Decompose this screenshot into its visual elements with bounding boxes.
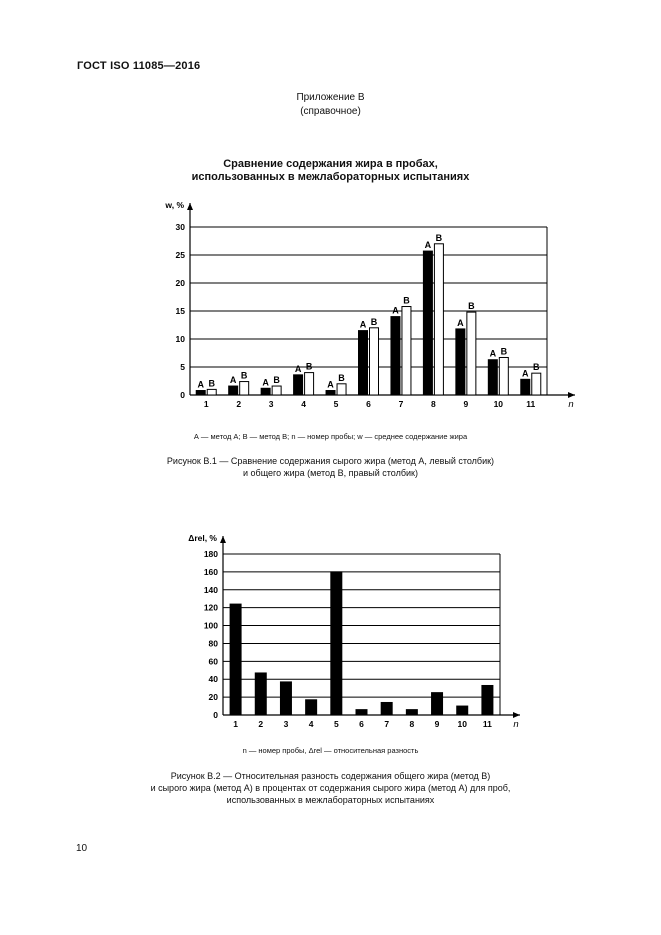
chart1-bar-label: А [294, 363, 302, 374]
chart2-x-tick-label: 11 [482, 719, 492, 729]
chart2-x-axis-label: n [513, 719, 519, 730]
chart2-bar [457, 706, 468, 715]
chart2-bar [381, 702, 392, 715]
chart1-y-tick-label: 30 [175, 222, 185, 232]
chart-fat-content [150, 200, 590, 420]
chart2-x-axis-arrow [513, 712, 520, 718]
figure2-legend: n — номер пробы, Δrel — относительная разность [242, 746, 419, 755]
chart1-x-tick-label: 10 [493, 399, 504, 409]
chart1-x-tick-label: 11 [526, 399, 536, 409]
figure1-caption-line1: Рисунок В.1 — Сравнение содержания сырого жира (метод А, левый столбик) [166, 456, 495, 466]
chart1-bar [467, 312, 476, 395]
chart1-x-tick-label: 6 [366, 399, 371, 409]
chart2-bar [406, 710, 417, 715]
chart2-y-axis-label: Δrel, % [188, 533, 217, 543]
chart2-bar [230, 604, 241, 715]
chart1-bar [305, 373, 314, 395]
appendix-title: Приложение В [296, 92, 365, 103]
chart1-bar [402, 307, 411, 395]
figure1-legend: А — метод А; В — метод В; n — номер пробы; w — среднее содержание жира [193, 432, 468, 441]
chart2-y-axis-arrow [220, 536, 226, 543]
chart2-bar [331, 572, 342, 715]
chart1-bar-label: В [533, 362, 540, 373]
chart2-x-tick-label: 3 [283, 719, 289, 729]
chart2-y-tick-label: 100 [203, 620, 218, 631]
chart1-bar [294, 375, 303, 395]
chart2-x-tick-label: 6 [359, 719, 364, 729]
chart2-y-tick-label: 140 [203, 584, 218, 595]
chart2-bar [306, 700, 317, 715]
chart1-bar-label: А [359, 319, 367, 330]
chart1-x-axis-label: n [568, 399, 574, 410]
chart1-bar-label: А [327, 379, 334, 390]
chart1-bar-label: А [424, 240, 432, 251]
chart2-y-tick-label: 80 [208, 638, 218, 649]
document-header: ГОСТ ISO 11085—2016 [77, 60, 201, 72]
chart1-bar-label: В [370, 316, 378, 327]
chart1-bar [326, 391, 335, 395]
chart1-bar [434, 244, 443, 395]
chart1-bar [272, 386, 281, 395]
chart2-y-tick-label: 40 [208, 674, 218, 685]
chart1-bar [359, 331, 368, 395]
chart1-bar [240, 382, 249, 395]
chart1-bar-label: А [457, 317, 464, 328]
chart1-bar [391, 317, 400, 395]
chart1-x-tick-label: 9 [463, 399, 469, 409]
chart1-bar-label: А [262, 377, 269, 388]
chart1-bar [337, 384, 346, 395]
chart1-bar-label: В [305, 361, 313, 372]
chart2-x-tick-label: 7 [384, 719, 390, 729]
figure2-caption-line3: использованных в межлабораторных испытаниях [226, 795, 435, 805]
chart1-bar [261, 388, 270, 395]
chart1-y-tick-label: 20 [175, 278, 185, 288]
chart1-x-axis-arrow [568, 392, 575, 398]
chart1-bar-label: В [273, 375, 280, 386]
chart2-x-tick-label: 4 [308, 719, 314, 729]
chart1-bar-label: В [240, 370, 248, 381]
chart2-bar [356, 710, 367, 715]
chart1-bar [532, 373, 541, 395]
chart1-bar-label: В [500, 346, 508, 357]
chart1-x-tick-label: 4 [301, 399, 306, 409]
chart2-x-tick-label: 1 [233, 719, 238, 729]
chart2-x-tick-label: 10 [457, 719, 467, 729]
chart1-bar [521, 379, 530, 395]
chart2-y-tick-label: 120 [203, 602, 218, 613]
chart1-bar-label: А [197, 379, 204, 390]
chart2-bar [482, 685, 493, 715]
chart1-x-tick-label: 7 [398, 399, 404, 409]
chart2-x-tick-label: 2 [258, 719, 264, 729]
appendix-subtitle: (справочное) [300, 106, 361, 117]
figure1-title-line1: Сравнение содержания жира в пробах, [223, 158, 438, 170]
figure2-caption-line1: Рисунок В.2 — Относительная разность содержания общего жира (метод В) [170, 771, 491, 781]
chart1-bar [488, 360, 497, 395]
chart1-y-axis-label: w, % [165, 200, 184, 210]
chart1-y-tick-label: 0 [180, 390, 185, 400]
chart1-y-tick-label: 15 [175, 306, 185, 316]
chart1-x-tick-label: 1 [203, 399, 209, 409]
chart2-y-tick-label: 60 [208, 656, 218, 667]
chart1-bar-label: В [468, 301, 475, 312]
chart1-bar-label: А [489, 348, 497, 359]
chart1-bar [229, 386, 238, 395]
chart1-bar [207, 389, 216, 395]
chart2-y-tick-label: 180 [203, 549, 218, 559]
chart2-y-tick-label: 0 [213, 710, 218, 720]
chart1-x-tick-label: 5 [333, 399, 339, 409]
chart1-bar [456, 329, 465, 395]
chart1-y-tick-label: 25 [175, 250, 185, 260]
chart1-bar [370, 328, 379, 395]
chart1-bar-label: В [208, 378, 215, 389]
chart1-bar-label: А [229, 375, 237, 386]
chart2-bar [255, 673, 266, 715]
chart2-x-tick-label: 9 [434, 719, 440, 729]
chart1-y-tick-label: 10 [175, 334, 185, 344]
chart1-x-tick-label: 2 [236, 399, 242, 409]
chart1-y-tick-label: 5 [180, 362, 185, 372]
chart1-bar [423, 251, 432, 395]
chart2-y-tick-label: 20 [208, 692, 218, 703]
chart1-bar-label: В [435, 232, 443, 243]
chart1-bar-label: А [392, 305, 399, 316]
chart1-bar-label: В [338, 372, 345, 383]
chart1-bar-label: А [522, 368, 529, 379]
chart2-x-tick-label: 5 [333, 719, 339, 729]
chart1-bar [499, 357, 508, 395]
chart1-x-tick-label: 3 [268, 399, 274, 409]
chart-relative-difference [175, 530, 535, 740]
chart1-y-axis-arrow [187, 203, 193, 210]
chart1-bar [196, 391, 205, 395]
figure1-title-line2: использованных в межлабораторных испытаниях [191, 171, 470, 183]
figure1-caption-line2: и общего жира (метод В, правый столбик) [243, 468, 418, 478]
chart1-bar-label: В [403, 295, 410, 306]
chart2-bar [280, 682, 291, 715]
figure2-caption-line2: и сырого жира (метод А) в процентах от содержания сырого жира (метод А) для проб, [150, 783, 511, 793]
page-number: 10 [76, 843, 88, 854]
chart2-x-tick-label: 8 [409, 719, 415, 729]
chart1-x-tick-label: 8 [431, 399, 436, 409]
chart2-y-tick-label: 160 [203, 566, 218, 577]
chart2-bar [432, 693, 443, 715]
